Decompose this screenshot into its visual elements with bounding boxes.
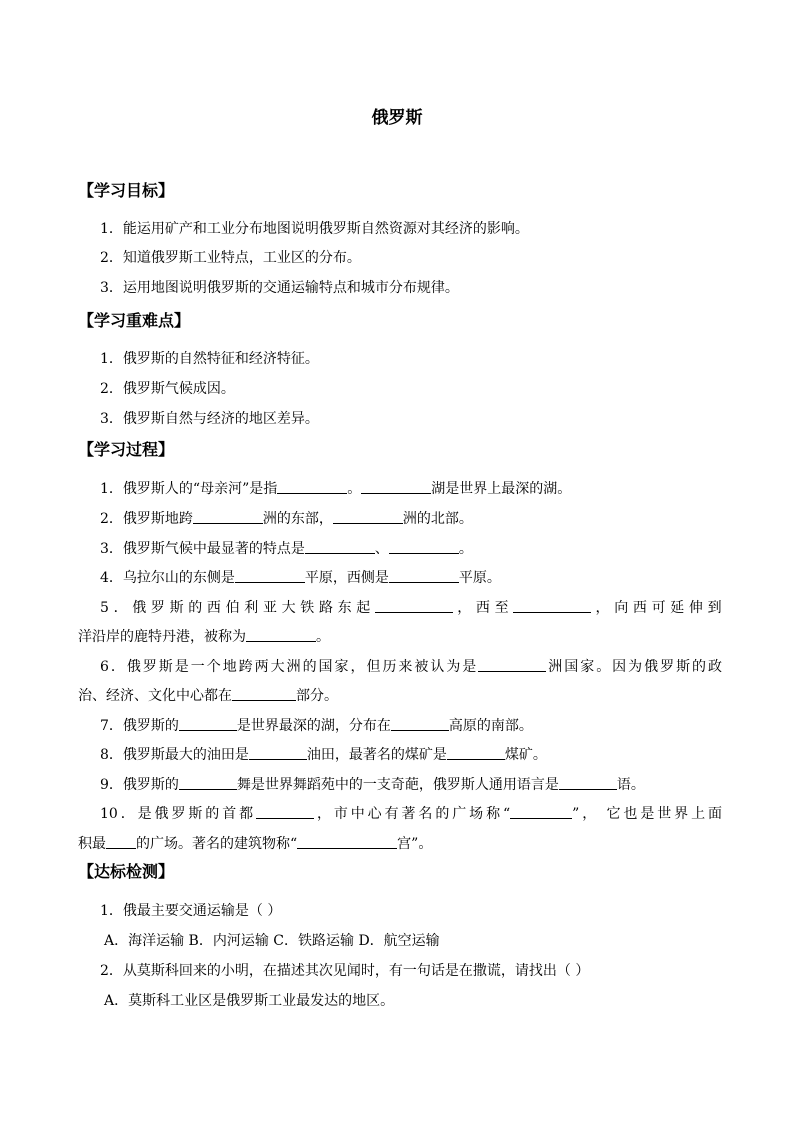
answer-blank[interactable] — [193, 508, 263, 524]
answer-blank[interactable] — [232, 685, 296, 701]
question-text: 。 — [316, 629, 330, 645]
question-10-cont — [78, 833, 722, 855]
question-text: 洲的北部。 — [402, 511, 473, 527]
question-text: 3．俄罗斯气候中最显著的特点是 — [100, 541, 305, 557]
question-text: 高原的南部。 — [448, 718, 533, 734]
question-text: 积最 — [78, 836, 106, 852]
question-text: 。 — [458, 541, 473, 557]
key-point-item: 1．俄罗斯的自然特征和经济特征。 — [100, 351, 319, 367]
question-text: 油田，最著名的煤矿是 — [306, 747, 447, 763]
question-text: 部分。 — [296, 688, 338, 704]
answer-blank[interactable] — [389, 538, 459, 554]
question-10 — [100, 803, 722, 825]
question-text: 6．俄罗斯是一个地跨两大洲的国家，但历来被认为是 — [100, 659, 479, 675]
question-text: 语。 — [616, 777, 645, 793]
question-text: 洲的东部， — [262, 511, 333, 527]
question-text: 4．乌拉尔山的东侧是 — [100, 570, 235, 586]
key-point-item: 3．俄罗斯自然与经济的地区差异。 — [100, 411, 319, 427]
question-text: ，西至 — [452, 600, 514, 616]
section-heading-process: 【学习过程】 — [78, 440, 175, 459]
section-heading-key-points: 【学习重难点】 — [78, 311, 191, 330]
question-text: 、 — [374, 541, 389, 557]
question-8 — [100, 744, 547, 766]
question-5 — [100, 597, 722, 619]
question-9 — [100, 774, 645, 796]
key-point-item: 2．俄罗斯气候成因。 — [100, 381, 235, 397]
answer-blank[interactable] — [510, 803, 572, 819]
question-text: 10．是俄罗斯的首都 — [100, 806, 257, 822]
question-text: 治、经济、文化中心都在 — [78, 688, 232, 704]
question-text: 9．俄罗斯的 — [100, 777, 179, 793]
test-option: A．莫斯科工业区是俄罗斯工业最发达的地区。 — [104, 993, 395, 1009]
answer-blank[interactable] — [361, 478, 431, 494]
answer-blank[interactable] — [447, 744, 505, 760]
question-text: 5．俄罗斯的西伯利亚大铁路东起 — [100, 600, 375, 616]
question-text: ，向西可延伸到 — [591, 600, 722, 616]
question-text: ”， 它也是世界上面 — [572, 806, 722, 822]
question-text: 的广场。著名的建筑物称“ — [136, 836, 298, 852]
answer-blank[interactable] — [249, 744, 307, 760]
question-text: 平原，西侧是 — [304, 570, 389, 586]
question-4 — [100, 567, 501, 589]
test-question: 2．从莫斯科回来的小明，在描述其次见闻时，有一句话是在撒谎，请找出（ ） — [100, 963, 590, 979]
question-text: 湖是世界上最深的湖。 — [431, 481, 572, 497]
question-text: ，市中心有著名的广场称“ — [314, 806, 511, 822]
question-text: 1．俄罗斯人的“母亲河”是指 — [100, 481, 278, 497]
question-1 — [100, 478, 571, 500]
answer-blank[interactable] — [513, 597, 591, 613]
question-6 — [100, 656, 722, 678]
section-heading-test: 【达标检测】 — [78, 862, 175, 881]
objective-item: 1．能运用矿产和工业分布地图说明俄罗斯自然资源对其经济的影响。 — [100, 221, 529, 237]
answer-blank[interactable] — [235, 567, 305, 583]
question-text: 7．俄罗斯的 — [100, 718, 179, 734]
question-7 — [100, 715, 533, 737]
test-question: 1．俄最主要交通运输是（ ） — [100, 903, 282, 919]
question-2 — [100, 508, 473, 530]
question-text: 平原。 — [458, 570, 501, 586]
answer-blank[interactable] — [391, 715, 449, 731]
question-text: 舞是世界舞蹈苑中的一支奇葩，俄罗斯人通用语言是 — [236, 777, 559, 793]
objective-item: 3．运用地图说明俄罗斯的交通运输特点和城市分布规律。 — [100, 280, 459, 296]
question-3 — [100, 538, 473, 560]
question-text: 宫”。 — [397, 836, 433, 852]
question-5-cont — [78, 626, 722, 648]
answer-blank[interactable] — [305, 538, 375, 554]
question-text: 。 — [347, 481, 362, 497]
page-title: 俄罗斯 — [371, 108, 423, 128]
objective-item: 2．知道俄罗斯工业特点，工业区的分布。 — [100, 250, 361, 266]
answer-blank[interactable] — [333, 508, 403, 524]
answer-blank[interactable] — [246, 626, 316, 642]
answer-blank[interactable] — [106, 833, 136, 849]
answer-blank[interactable] — [179, 715, 237, 731]
answer-blank[interactable] — [478, 656, 546, 672]
question-text: 洋沿岸的鹿特丹港，被称为 — [78, 629, 246, 645]
question-6-cont — [78, 685, 722, 707]
question-text: 煤矿。 — [504, 747, 547, 763]
answer-blank[interactable] — [179, 774, 237, 790]
question-text: 8．俄罗斯最大的油田是 — [100, 747, 249, 763]
answer-blank[interactable] — [256, 803, 314, 819]
answer-blank[interactable] — [297, 833, 397, 849]
section-heading-objectives: 【学习目标】 — [78, 181, 175, 200]
test-options: A．海洋运输 B．内河运输 C．铁路运输 D．航空运输 — [104, 933, 440, 949]
answer-blank[interactable] — [559, 774, 617, 790]
question-text: 2．俄罗斯地跨 — [100, 511, 193, 527]
answer-blank[interactable] — [375, 597, 453, 613]
question-text: 洲国家。因为俄罗斯的政 — [546, 659, 723, 675]
answer-blank[interactable] — [277, 478, 347, 494]
question-text: 是世界最深的湖，分布在 — [236, 718, 391, 734]
answer-blank[interactable] — [389, 567, 459, 583]
